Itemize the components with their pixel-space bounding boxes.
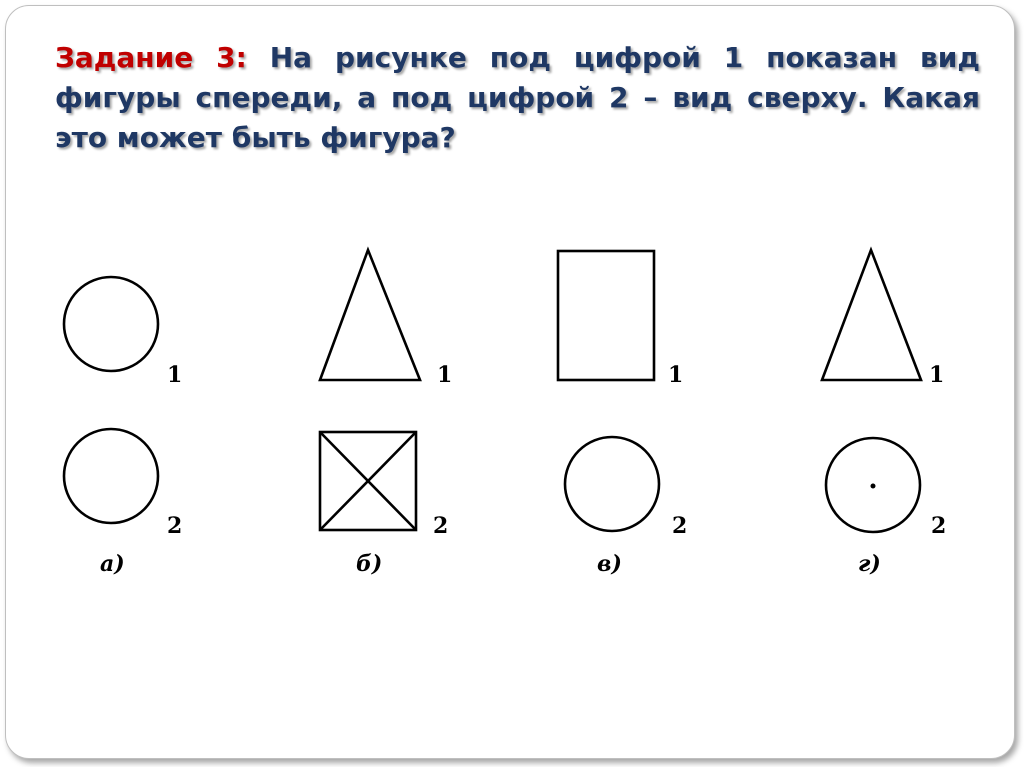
top-view-number: 2 bbox=[931, 513, 947, 539]
front-view-rectangle bbox=[558, 251, 654, 380]
option-label: в) bbox=[597, 551, 622, 577]
figure-option-b bbox=[320, 250, 452, 577]
center-dot bbox=[871, 484, 876, 489]
top-view-circle bbox=[64, 429, 158, 523]
front-view-number: 1 bbox=[437, 362, 453, 388]
figure-option-d bbox=[822, 250, 946, 577]
front-view-triangle bbox=[320, 250, 420, 380]
front-view-number: 1 bbox=[167, 362, 183, 388]
front-view-number: 1 bbox=[668, 362, 684, 388]
front-view-circle bbox=[64, 277, 158, 371]
front-view-number: 1 bbox=[929, 362, 945, 388]
top-view-circle bbox=[565, 437, 659, 531]
top-view-number: 2 bbox=[433, 513, 449, 539]
option-label: б) bbox=[356, 551, 383, 577]
task-text: На рисунке под цифрой 1 показан вид фигуры спереди, а под цифрой 2 – вид сверху. Какая это может быть фигура? bbox=[55, 41, 981, 154]
front-view-triangle bbox=[822, 250, 921, 380]
option-label: а) bbox=[100, 551, 125, 577]
option-label: г) bbox=[858, 551, 881, 577]
task-label: Задание 3: bbox=[55, 41, 247, 74]
top-view-number: 2 bbox=[672, 513, 688, 539]
figure-option-c bbox=[558, 251, 687, 577]
figure-option-a bbox=[64, 277, 182, 577]
top-view-number: 2 bbox=[167, 513, 183, 539]
